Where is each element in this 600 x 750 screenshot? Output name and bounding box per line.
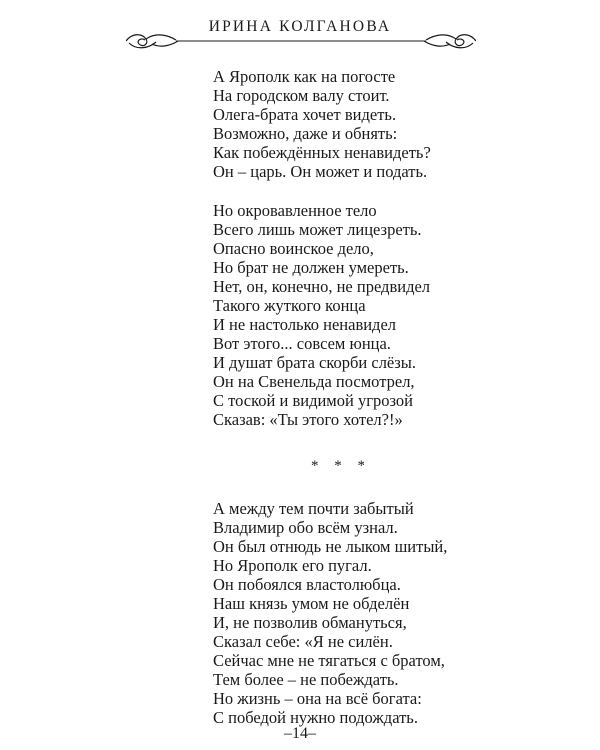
poem-line: И, не позволив обмануться, (213, 612, 407, 632)
poem-line: Он – царь. Он может и подать. (213, 162, 428, 181)
poem-line: Владимир обо всём узнал. (213, 517, 398, 537)
poem-line: Он побоялся властолюбца. (213, 574, 401, 594)
poem-line: Как побеждённых ненавидеть? (213, 143, 431, 162)
stanza-2 (213, 201, 543, 429)
stanza-1 (213, 67, 543, 181)
header-author: ИРИНА КОЛГАНОВА (208, 18, 392, 35)
poem-line: Сказав: «Ты этого хотел?!» (213, 409, 403, 429)
poem-line: Вот этого... совсем юнца. (213, 333, 391, 353)
poem-line: Но жизнь – она на всё богата: (213, 688, 422, 708)
section-separator: * * * (311, 457, 371, 474)
poem-line: Нет, он, конечно, не предвидел (213, 276, 431, 296)
poem-line: Сказал себе: «Я не силён. (213, 631, 393, 651)
poem-line: Тем более – не побеждать. (213, 669, 399, 689)
poem-line: Всего лишь может лицезреть. (213, 219, 422, 239)
page-number: –14– (284, 725, 316, 742)
poem-line: Такого жуткого конца (213, 295, 366, 315)
poem-line: Олега-брата хочет видеть. (213, 105, 397, 124)
poem-line: Он был отнюдь не лыком шитый, (213, 536, 448, 556)
poem-line: Он на Свенельда посмотрел, (213, 371, 415, 391)
poem-line: Но брат не должен умереть. (213, 257, 409, 277)
poem-line: На городском валу стоит. (213, 86, 390, 105)
poem-line: Но Ярополк его пугал. (213, 555, 372, 575)
poem-line: И не настолько ненавидел (213, 314, 397, 334)
poem-line: Наш князь умом не обделён (213, 593, 410, 613)
poem-line: Опасно воинское дело, (213, 238, 374, 258)
poem-line: Сейчас мне не тягаться с братом, (213, 650, 445, 670)
running-header (0, 0, 600, 60)
poem-line: С тоской и видимой угрозой (213, 390, 413, 410)
poem-line: С победой нужно подождать. (213, 707, 418, 727)
poem-text (213, 67, 543, 746)
poem-line: А Ярополк как на погосте (213, 67, 396, 86)
poem-line: И душат брата скорби слёзы. (213, 352, 416, 372)
poem-line: Но окровавленное тело (213, 200, 377, 220)
header-ornament-icon (126, 28, 476, 54)
poem-line: А между тем почти забытый (213, 498, 414, 518)
stanza-3 (213, 499, 543, 727)
poem-line: Возможно, даже и обнять: (213, 124, 398, 143)
